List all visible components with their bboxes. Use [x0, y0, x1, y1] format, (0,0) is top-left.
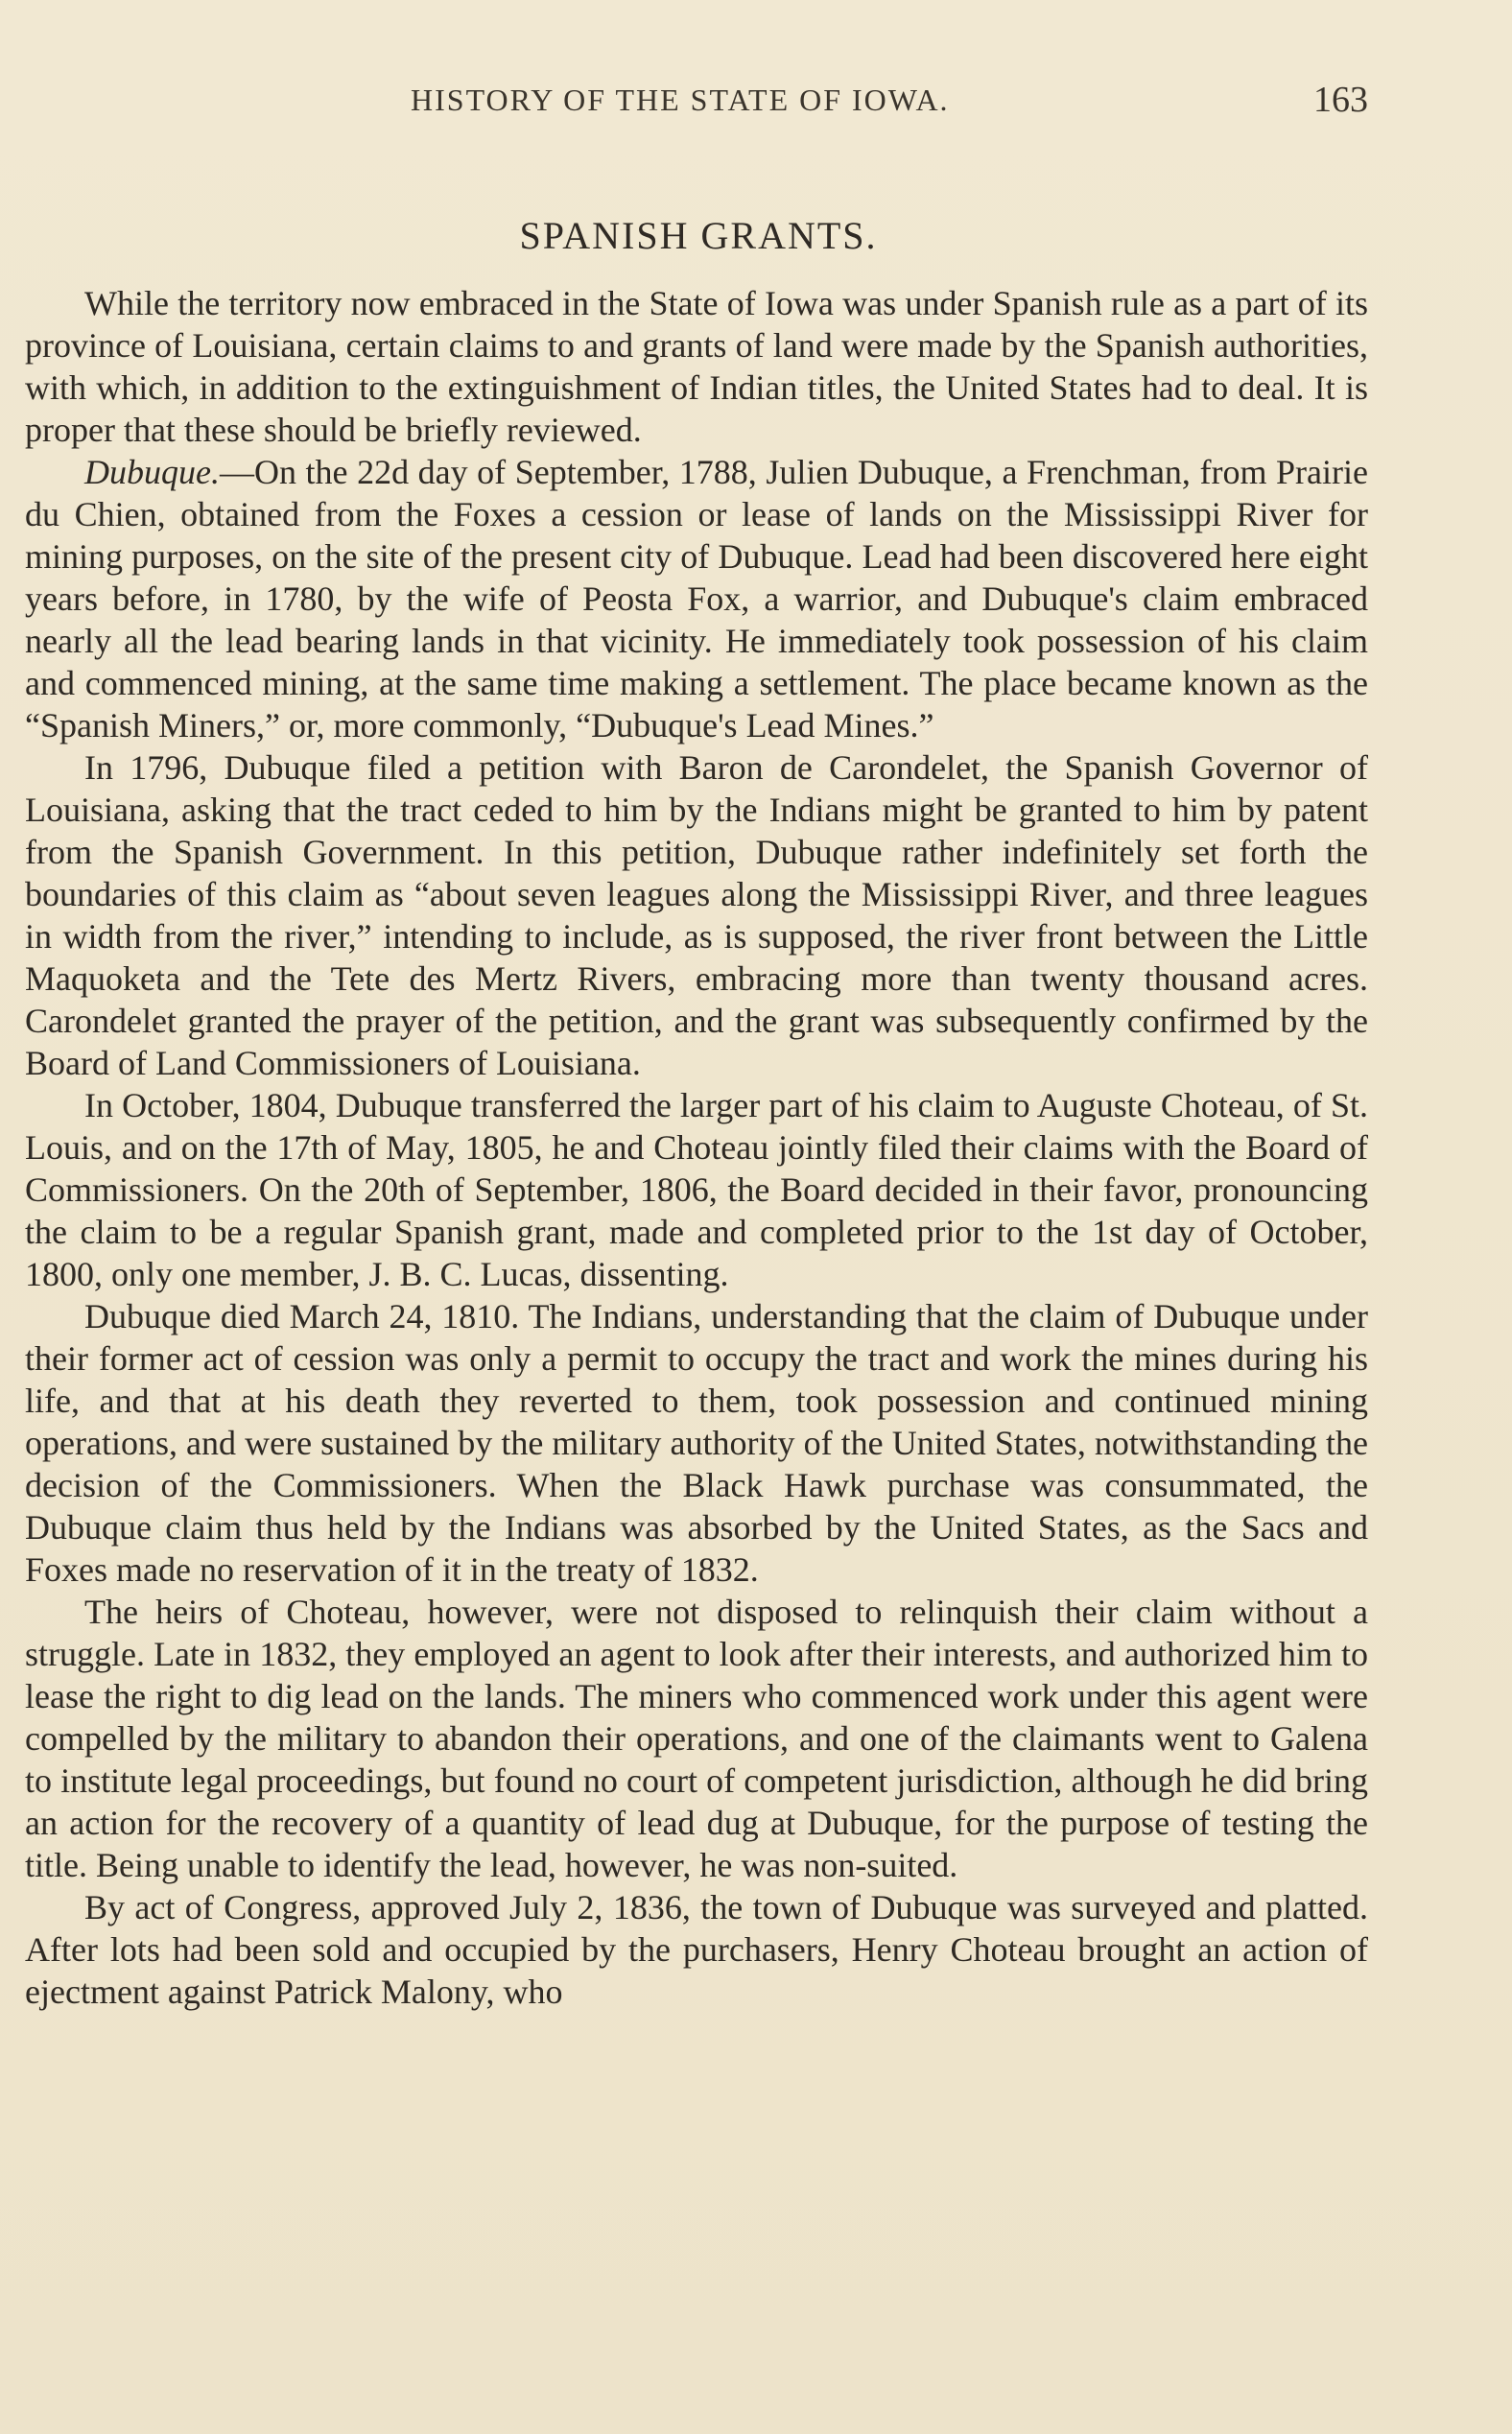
paragraph-text: Dubuque died March 24, 1810. The Indians, understanding that the claim of Dubuque under their former act of cession was only a permit to occupy the tract and work the mines during his life, and that at his death they reverted to them, took possession and continued mining operations, and were sustained by the military authority of the United States, notwithstanding the decision of the Commissioners. When the Black Hawk purchase was consummated, the Dubuque claim thus held by the Indians was absorbed by the United States, as the Sacs and Foxes made no reservation of it in the treaty of 1832.	[25, 1297, 1368, 1589]
section-title: SPANISH GRANTS.	[519, 214, 878, 257]
paragraph-dubuque	[25, 451, 1368, 746]
running-title: HISTORY OF THE STATE OF IOWA.	[411, 83, 950, 117]
running-head	[25, 79, 1368, 127]
paragraph-death	[25, 1295, 1368, 1591]
paragraph-petition	[25, 746, 1368, 1084]
paragraph-text: —On the 22d day of September, 1788, Julien Dubuque, a Frenchman, from Prairie du Chien, obtained from the Foxes a cession or lease of lands on the Mississippi River for mining purposes, on the site of the present city of Dubuque. Lead had been discovered here eight years before, in 1780, by the wife of Peosta Fox, a warrior, and Dubuque's claim embraced nearly all the lead bearing lands in that vicinity. He immediately took possession of his claim and commenced mining, at the same time making a settlement. The place became known as the “Spanish Miners,” or, more commonly, “Dubuque's Lead Mines.”	[25, 453, 1368, 744]
paragraph-heirs	[25, 1591, 1368, 1886]
paragraph-text: While the territory now embraced in the State of Iowa was under Spanish rule as a part of its province of Louisiana, certain claims to and grants of land were made by the Spanish authorities, with which, in addition to the extinguishment of Indian titles, the United States had to deal. It is proper that these should be briefly reviewed.	[25, 284, 1368, 449]
paragraph-text: The heirs of Choteau, however, were not disposed to relinquish their claim without a struggle. Late in 1832, they employed an agent to look after their interests, and authorized him to lease the right to dig lead on the lands. The miners who commenced work under this agent were compelled by the military to abandon their operations, and one of the claimants went to Galena to institute legal proceedings, but found no court of competent jurisdiction, although he did bring an action for the recovery of a quantity of lead dug at Dubuque, for the purpose of testing the title. Being unable to identify the lead, however, he was non-suited.	[25, 1593, 1368, 1884]
paragraph-lead: Dubuque.	[84, 453, 220, 491]
paragraph-text: In 1796, Dubuque filed a petition with Baron de Carondelet, the Spanish Governor of Louisiana, asking that the tract ceded to him by the Indians might be granted to him by patent from the Spanish Government. In this petition, Dubuque rather indefinitely set forth the boundaries of this claim as “about seven leagues along the Mississippi River, and three leagues in width from the river,” intending to include, as is supposed, the river front between the Little Maquoketa and the Tete des Mertz Rivers, embracing more than twenty thousand acres. Carondelet granted the prayer of the petition, and the grant was subsequently confirmed by the Board of Land Commissioners of Louisiana.	[25, 748, 1368, 1082]
paragraph-transfer	[25, 1084, 1368, 1295]
paragraph-text: In October, 1804, Dubuque transferred the larger part of his claim to Auguste Choteau, of St. Louis, and on the 17th of May, 1805, he and Choteau jointly filed their claims with the Board of Commissioners. On the 20th of September, 1806, the Board decided in their favor, pronouncing the claim to be a regular Spanish grant, made and completed prior to the 1st day of October, 1800, only one member, J. B. C. Lucas, dissenting.	[25, 1086, 1368, 1293]
page-number: 163	[1313, 80, 1368, 120]
paragraph-text: By act of Congress, approved July 2, 1836, the town of Dubuque was surveyed and platted. After lots had been sold and occupied by the purchasers, Henry Choteau brought an action of ejectment against Patrick Malony, who	[25, 1888, 1368, 2011]
body-text	[25, 282, 1368, 2013]
paragraph-congress	[25, 1886, 1368, 2013]
paragraph-intro	[25, 282, 1368, 451]
